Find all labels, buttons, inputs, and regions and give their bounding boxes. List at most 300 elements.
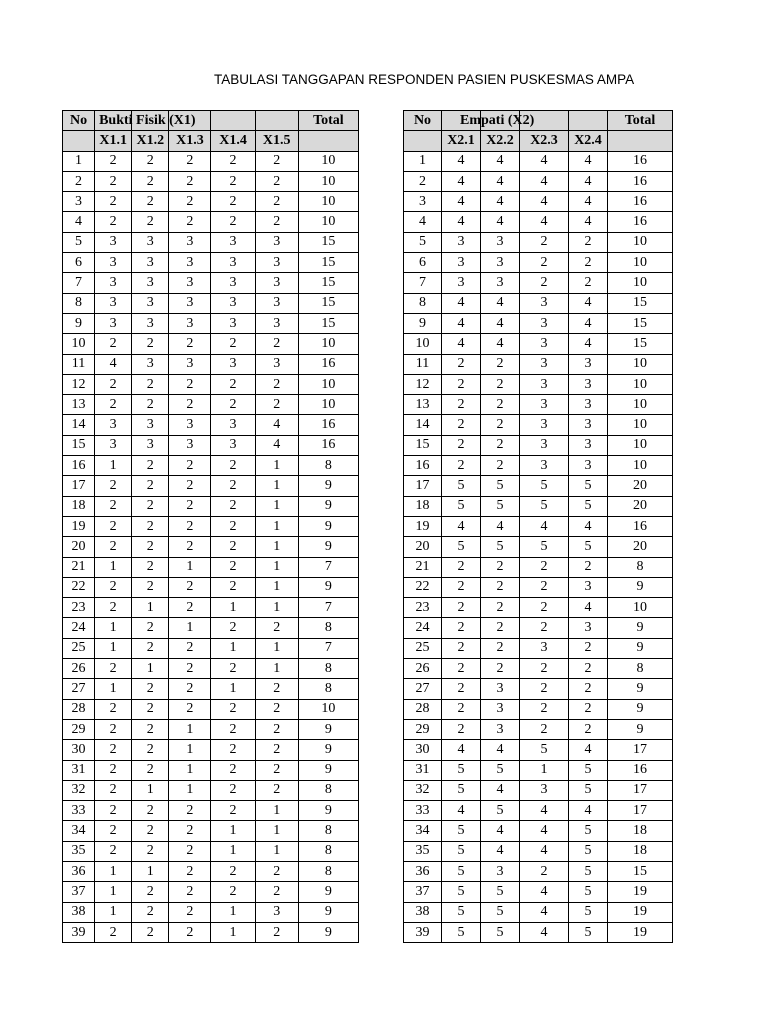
- table-row: [63, 354, 359, 374]
- score-cell: 2: [132, 719, 169, 739]
- score-cell: 5: [569, 882, 608, 902]
- score-cell: 2: [569, 719, 608, 739]
- score-cell: 2: [169, 374, 211, 394]
- score-cell: 2: [169, 598, 211, 618]
- total-cell: 8: [298, 780, 358, 800]
- row-number-cell: 18: [404, 496, 442, 516]
- score-cell: 3: [442, 273, 481, 293]
- score-cell: 4: [481, 212, 520, 232]
- score-cell: 2: [211, 516, 255, 536]
- score-cell: 3: [211, 354, 255, 374]
- score-cell: 4: [442, 171, 481, 191]
- row-number-cell: 27: [404, 679, 442, 699]
- score-cell: 4: [520, 171, 569, 191]
- score-cell: 3: [520, 456, 569, 476]
- score-cell: 3: [255, 902, 298, 922]
- page-title: TABULASI TANGGAPAN RESPONDEN PASIEN PUSKESMAS AMPA: [214, 72, 635, 87]
- score-cell: 1: [132, 598, 169, 618]
- row-number-cell: 27: [63, 679, 95, 699]
- score-cell: 2: [569, 273, 608, 293]
- score-cell: 3: [132, 293, 169, 313]
- score-cell: 3: [255, 354, 298, 374]
- total-cell: 16: [608, 516, 673, 536]
- score-cell: 2: [211, 740, 255, 760]
- score-cell: 2: [520, 659, 569, 679]
- score-cell: 2: [569, 232, 608, 252]
- total-cell: 9: [298, 740, 358, 760]
- total-cell: 17: [608, 740, 673, 760]
- total-cell: 9: [298, 922, 358, 942]
- score-cell: 3: [95, 313, 132, 333]
- score-cell: 2: [481, 577, 520, 597]
- table-row: [63, 821, 359, 841]
- score-cell: 3: [569, 456, 608, 476]
- score-cell: 2: [520, 577, 569, 597]
- score-cell: 2: [95, 212, 132, 232]
- table-row: [63, 313, 359, 333]
- row-number-cell: 7: [63, 273, 95, 293]
- table-row: [404, 435, 673, 455]
- score-cell: 1: [132, 780, 169, 800]
- score-cell: 2: [442, 395, 481, 415]
- score-cell: 2: [95, 801, 132, 821]
- table-row: [63, 212, 359, 232]
- score-cell: 2: [132, 882, 169, 902]
- column-header: X1.4: [211, 131, 255, 151]
- table-row: [63, 374, 359, 394]
- row-number-cell: 6: [404, 253, 442, 273]
- score-cell: 4: [569, 801, 608, 821]
- row-number-cell: 23: [63, 598, 95, 618]
- row-number-cell: 10: [63, 334, 95, 354]
- total-cell: 10: [298, 171, 358, 191]
- total-cell: 8: [298, 821, 358, 841]
- score-cell: 2: [520, 861, 569, 881]
- total-cell: 8: [298, 861, 358, 881]
- score-cell: 3: [520, 293, 569, 313]
- total-cell: 19: [608, 902, 673, 922]
- score-cell: 1: [132, 659, 169, 679]
- table-row: [404, 415, 673, 435]
- score-cell: 2: [132, 577, 169, 597]
- table-row: [63, 273, 359, 293]
- row-number-cell: 4: [63, 212, 95, 232]
- score-cell: 4: [520, 882, 569, 902]
- table-row: [404, 659, 673, 679]
- score-cell: 2: [169, 922, 211, 942]
- total-cell: 15: [608, 861, 673, 881]
- score-cell: 4: [442, 192, 481, 212]
- row-number-cell: 38: [404, 902, 442, 922]
- score-cell: 4: [520, 922, 569, 942]
- score-cell: 2: [442, 456, 481, 476]
- total-cell: 16: [298, 354, 358, 374]
- row-number-cell: 4: [404, 212, 442, 232]
- total-cell: 15: [298, 232, 358, 252]
- total-cell: 9: [298, 760, 358, 780]
- score-cell: 2: [520, 232, 569, 252]
- score-cell: 3: [442, 253, 481, 273]
- score-cell: 2: [95, 719, 132, 739]
- score-cell: 1: [255, 557, 298, 577]
- score-cell: 2: [255, 922, 298, 942]
- score-cell: 3: [481, 719, 520, 739]
- score-cell: 3: [211, 232, 255, 252]
- table-row: [63, 841, 359, 861]
- score-cell: 2: [132, 456, 169, 476]
- score-cell: 2: [442, 638, 481, 658]
- row-number-cell: 24: [404, 618, 442, 638]
- score-cell: 2: [520, 273, 569, 293]
- score-cell: 2: [569, 557, 608, 577]
- column-header: X2.2: [481, 131, 520, 151]
- table-row: [404, 882, 673, 902]
- table-header-row: [404, 111, 673, 131]
- score-cell: 5: [569, 537, 608, 557]
- row-number-cell: 5: [404, 232, 442, 252]
- score-cell: 2: [211, 212, 255, 232]
- score-cell: 2: [169, 192, 211, 212]
- score-cell: 2: [211, 659, 255, 679]
- score-cell: 2: [132, 537, 169, 557]
- header-group-cell: [95, 111, 196, 131]
- score-cell: 2: [132, 922, 169, 942]
- score-cell: 4: [442, 313, 481, 333]
- score-cell: 2: [95, 699, 132, 719]
- table-row: [404, 456, 673, 476]
- score-cell: 4: [442, 801, 481, 821]
- table-row: [63, 293, 359, 313]
- score-cell: 2: [95, 659, 132, 679]
- score-cell: 5: [569, 496, 608, 516]
- score-cell: 2: [520, 598, 569, 618]
- score-cell: 2: [255, 334, 298, 354]
- score-cell: 1: [169, 760, 211, 780]
- score-cell: 1: [255, 638, 298, 658]
- score-cell: 2: [255, 171, 298, 191]
- score-cell: 2: [255, 740, 298, 760]
- score-cell: 4: [255, 435, 298, 455]
- score-cell: 2: [95, 516, 132, 536]
- total-cell: 8: [298, 841, 358, 861]
- total-cell: 18: [608, 841, 673, 861]
- total-cell: 10: [608, 415, 673, 435]
- row-number-cell: 22: [404, 577, 442, 597]
- score-cell: 2: [255, 882, 298, 902]
- row-number-cell: 14: [404, 415, 442, 435]
- row-number-cell: 10: [404, 334, 442, 354]
- score-cell: 1: [95, 638, 132, 658]
- score-cell: 2: [211, 496, 255, 516]
- row-number-cell: 35: [404, 841, 442, 861]
- score-cell: 3: [569, 354, 608, 374]
- total-cell: 10: [608, 273, 673, 293]
- row-number-cell: 2: [404, 171, 442, 191]
- score-cell: 2: [442, 598, 481, 618]
- score-cell: 3: [569, 395, 608, 415]
- score-cell: 2: [132, 699, 169, 719]
- score-cell: 3: [481, 861, 520, 881]
- table-row: [404, 496, 673, 516]
- row-number-cell: 28: [404, 699, 442, 719]
- score-cell: 3: [95, 273, 132, 293]
- score-cell: 3: [569, 577, 608, 597]
- score-cell: 5: [481, 801, 520, 821]
- table-row: [404, 293, 673, 313]
- row-number-cell: 25: [63, 638, 95, 658]
- score-cell: 3: [211, 313, 255, 333]
- score-cell: 2: [169, 659, 211, 679]
- score-cell: 2: [481, 374, 520, 394]
- score-cell: 1: [95, 456, 132, 476]
- score-cell: 2: [442, 719, 481, 739]
- total-cell: 16: [608, 171, 673, 191]
- score-cell: 4: [520, 151, 569, 171]
- score-cell: 4: [255, 415, 298, 435]
- score-cell: 3: [132, 253, 169, 273]
- score-cell: 2: [169, 638, 211, 658]
- row-number-cell: 35: [63, 841, 95, 861]
- score-cell: 2: [95, 151, 132, 171]
- column-header: X2.1: [442, 131, 481, 151]
- score-cell: 2: [169, 841, 211, 861]
- score-cell: 2: [211, 537, 255, 557]
- row-number-cell: 13: [63, 395, 95, 415]
- score-cell: 3: [520, 313, 569, 333]
- score-cell: 5: [481, 537, 520, 557]
- row-number-cell: 33: [63, 801, 95, 821]
- total-cell: 9: [298, 516, 358, 536]
- score-cell: 2: [169, 151, 211, 171]
- score-cell: 2: [211, 192, 255, 212]
- score-cell: 4: [481, 821, 520, 841]
- score-cell: 3: [481, 699, 520, 719]
- subheader-empty-cell: [298, 131, 358, 151]
- table-row: [404, 313, 673, 333]
- total-cell: 10: [298, 374, 358, 394]
- score-cell: 4: [520, 902, 569, 922]
- score-cell: 2: [132, 212, 169, 232]
- score-cell: 2: [211, 476, 255, 496]
- score-cell: 1: [169, 557, 211, 577]
- score-cell: 3: [132, 435, 169, 455]
- header-no: No: [63, 111, 95, 131]
- score-cell: 5: [520, 496, 569, 516]
- score-cell: 3: [255, 273, 298, 293]
- score-cell: 5: [442, 902, 481, 922]
- total-cell: 9: [298, 577, 358, 597]
- score-cell: 2: [211, 699, 255, 719]
- table-row: [63, 882, 359, 902]
- score-cell: 2: [169, 212, 211, 232]
- score-cell: 4: [481, 313, 520, 333]
- header-group-label: Empati (X2): [460, 113, 535, 128]
- total-cell: 18: [608, 821, 673, 841]
- score-cell: 3: [95, 435, 132, 455]
- row-number-cell: 3: [404, 192, 442, 212]
- score-cell: 1: [95, 902, 132, 922]
- total-cell: 7: [298, 557, 358, 577]
- score-cell: 2: [169, 395, 211, 415]
- score-cell: 4: [442, 740, 481, 760]
- score-cell: 4: [481, 293, 520, 313]
- score-cell: 3: [132, 354, 169, 374]
- score-cell: 2: [169, 882, 211, 902]
- table-row: [404, 740, 673, 760]
- total-cell: 10: [298, 699, 358, 719]
- row-number-cell: 25: [404, 638, 442, 658]
- table-row: [63, 679, 359, 699]
- table-row: [404, 273, 673, 293]
- score-cell: 5: [481, 902, 520, 922]
- score-cell: 1: [169, 719, 211, 739]
- total-cell: 15: [298, 293, 358, 313]
- table-empati: [403, 110, 673, 943]
- score-cell: 2: [255, 699, 298, 719]
- total-cell: 9: [608, 638, 673, 658]
- score-cell: 2: [211, 780, 255, 800]
- total-cell: 15: [298, 313, 358, 333]
- score-cell: 2: [520, 557, 569, 577]
- row-number-cell: 15: [404, 435, 442, 455]
- score-cell: 4: [442, 212, 481, 232]
- total-cell: 9: [298, 882, 358, 902]
- score-cell: 3: [569, 374, 608, 394]
- row-number-cell: 37: [63, 882, 95, 902]
- row-number-cell: 22: [63, 577, 95, 597]
- score-cell: 5: [442, 780, 481, 800]
- row-number-cell: 5: [63, 232, 95, 252]
- subheader-empty-cell: [608, 131, 673, 151]
- score-cell: 2: [481, 557, 520, 577]
- score-cell: 2: [442, 374, 481, 394]
- table-row: [404, 638, 673, 658]
- total-cell: 15: [298, 253, 358, 273]
- row-number-cell: 11: [404, 354, 442, 374]
- total-cell: 10: [298, 151, 358, 171]
- row-number-cell: 24: [63, 618, 95, 638]
- score-cell: 2: [132, 192, 169, 212]
- total-cell: 10: [608, 374, 673, 394]
- table-row: [63, 659, 359, 679]
- table-subheader-row: [404, 131, 673, 151]
- score-cell: 2: [169, 861, 211, 881]
- total-cell: 10: [608, 435, 673, 455]
- score-cell: 2: [169, 821, 211, 841]
- score-cell: 3: [520, 780, 569, 800]
- score-cell: 3: [95, 293, 132, 313]
- score-cell: 3: [211, 253, 255, 273]
- total-cell: 9: [298, 537, 358, 557]
- total-cell: 9: [298, 476, 358, 496]
- score-cell: 5: [442, 861, 481, 881]
- table-bukti-fisik: [62, 110, 359, 943]
- score-cell: 3: [169, 293, 211, 313]
- score-cell: 4: [481, 192, 520, 212]
- row-number-cell: 38: [63, 902, 95, 922]
- score-cell: 5: [481, 476, 520, 496]
- total-cell: 8: [298, 618, 358, 638]
- score-cell: 4: [569, 516, 608, 536]
- total-cell: 16: [608, 760, 673, 780]
- table-row: [63, 537, 359, 557]
- table-row: [404, 476, 673, 496]
- score-cell: 4: [520, 516, 569, 536]
- score-cell: 5: [442, 841, 481, 861]
- score-cell: 4: [569, 313, 608, 333]
- total-cell: 19: [608, 922, 673, 942]
- table-row: [404, 801, 673, 821]
- score-cell: 3: [169, 273, 211, 293]
- row-number-cell: 20: [404, 537, 442, 557]
- score-cell: 2: [481, 395, 520, 415]
- header-total: Total: [608, 111, 673, 131]
- score-cell: 3: [132, 415, 169, 435]
- score-cell: 2: [95, 780, 132, 800]
- table-row: [404, 719, 673, 739]
- score-cell: 1: [211, 841, 255, 861]
- score-cell: 2: [211, 456, 255, 476]
- total-cell: 15: [608, 293, 673, 313]
- score-cell: 2: [569, 659, 608, 679]
- score-cell: 1: [255, 801, 298, 821]
- score-cell: 2: [481, 598, 520, 618]
- table-row: [404, 171, 673, 191]
- score-cell: 2: [255, 374, 298, 394]
- score-cell: 2: [132, 801, 169, 821]
- total-cell: 9: [608, 618, 673, 638]
- score-cell: 2: [169, 456, 211, 476]
- row-number-cell: 16: [63, 456, 95, 476]
- row-number-cell: 1: [63, 151, 95, 171]
- score-cell: 3: [569, 435, 608, 455]
- row-number-cell: 37: [404, 882, 442, 902]
- score-cell: 2: [132, 740, 169, 760]
- score-cell: 3: [520, 638, 569, 658]
- total-cell: 9: [298, 496, 358, 516]
- total-cell: 8: [298, 679, 358, 699]
- table-row: [404, 232, 673, 252]
- score-cell: 5: [442, 476, 481, 496]
- row-number-cell: 26: [63, 659, 95, 679]
- score-cell: 2: [95, 598, 132, 618]
- score-cell: 5: [442, 922, 481, 942]
- score-cell: 1: [255, 821, 298, 841]
- score-cell: 3: [95, 415, 132, 435]
- score-cell: 2: [211, 151, 255, 171]
- total-cell: 9: [608, 679, 673, 699]
- score-cell: 2: [95, 192, 132, 212]
- score-cell: 2: [520, 699, 569, 719]
- table-row: [63, 456, 359, 476]
- score-cell: 5: [520, 740, 569, 760]
- score-cell: 3: [520, 435, 569, 455]
- table-row: [63, 922, 359, 942]
- total-cell: 17: [608, 801, 673, 821]
- score-cell: 3: [569, 618, 608, 638]
- score-cell: 2: [211, 374, 255, 394]
- score-cell: 1: [255, 476, 298, 496]
- total-cell: 20: [608, 496, 673, 516]
- score-cell: 4: [442, 293, 481, 313]
- score-cell: 3: [169, 232, 211, 252]
- score-cell: 4: [442, 334, 481, 354]
- table-row: [63, 577, 359, 597]
- score-cell: 3: [169, 415, 211, 435]
- total-cell: 15: [298, 273, 358, 293]
- score-cell: 2: [132, 516, 169, 536]
- score-cell: 3: [481, 232, 520, 252]
